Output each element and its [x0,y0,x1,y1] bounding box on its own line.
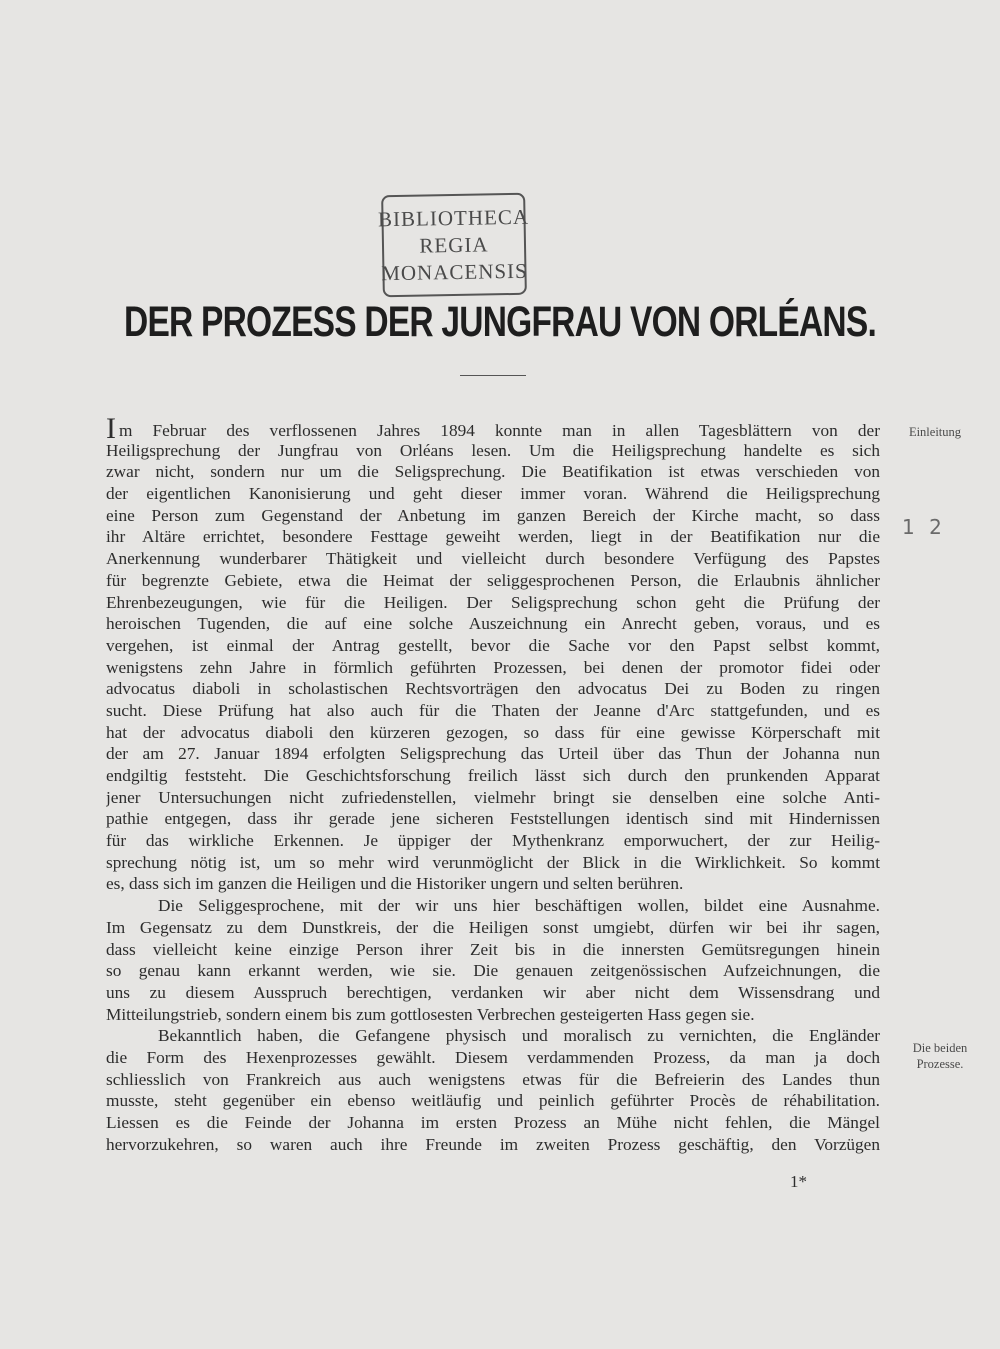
stamp-line-2: REGIA [419,231,489,258]
text-line: für begrenzte Gebiete, etwa die Heimat der seliggesprochenen Person, die Erlaubnis ähnlicher [106,570,880,590]
text-line: Bekanntlich haben, die Gefangene physisch und moralisch zu vernichten, die Engländer [158,1026,880,1046]
text-line: eine Person zum Gegenstand der Anbetung im ganzen Bereich der Kirche macht, so dass [106,505,880,525]
pencil-mark: 1 2 [902,515,946,539]
stamp-line-1: BIBLIOTHECA [377,204,530,231]
text-line: Ehrenbezeugungen, wie für die Heiligen. Der Seligsprechung schon geht die Prüfung der [106,592,880,612]
text-line: musste, steht gegenüber ein ebenso weitläufig und peinlich geführter Procès de réhabilitation. [106,1091,880,1111]
text-line: uns zu diesem Ausspruch berechtigen, verdanken wir aber nicht dem Wissensdrang und [106,982,880,1002]
text-line: schliesslich von Frankreich aus auch wenigstens etwas für die Befreierin des Landes thun [106,1069,880,1089]
text-line: hat der advocatus diaboli den kürzeren gezogen, so dass für eine gewisse Körperschaft mit [106,722,880,742]
page-number: 1* [790,1172,807,1191]
text-line: der am 27. Januar 1894 erfolgten Seligsprechung das Urteil über das Thun der Johanna nun [106,744,880,764]
stamp-line-3: MONACENSIS [380,258,528,285]
text-line: es, dass sich im ganzen die Heiligen und die Historiker ungern und selten berühren. [106,874,684,894]
page-title: DER PROZESS DER JUNGFRAU VON ORLÉANS. [124,298,876,346]
text-line: so genau kann erkannt werden, wie sie. Die genauen zeitgenössischen Aufzeichnungen, die [106,961,880,981]
margin-note-prozesse [900,1040,980,1072]
text-line: ihr Altäre errichtet, besondere Festtage geweiht werden, liegt in der Beatifikation nur die [106,527,880,547]
text-line-content: m Februar des verflossenen Jahres 1894 konnte man in allen Tagesblättern von der [119,421,880,440]
text-line: sucht. Diese Prüfung hat also auch für die Thaten der Jeanne d'Arc stattgefunden, und es [106,700,880,720]
drop-cap: I [106,418,116,440]
text-line: heroischen Tugenden, die auf eine solche Auszeichnung ein Anrecht geben, voraus, und es [106,614,880,634]
text-line: Im Gegensatz zu dem Dunstkreis, der die Heiligen sonst umgiebt, dürfen wir bei ihr sagen, [106,917,880,937]
title-divider [460,375,526,376]
text-line: dass vielleicht keine einzige Person ihrer Zeit bis in die innersten Gemütsregungen hinein [106,939,880,959]
text-line: Die Seliggesprochene, mit der wir uns hier beschäftigen wollen, bildet eine Ausnahme. [158,896,880,916]
text-line: advocatus diaboli in scholastischen Rechtsvorträgen den advocatus Dei zu Boden zu ringen [106,679,880,699]
body-text [106,418,880,1155]
text-line: der eigentlichen Kanonisierung und geht dieser immer voran. Während die Heiligsprechung [106,484,880,504]
text-line: vergehen, ist einmal der Antrag gestellt, bevor die Sache vor den Papst selbst kommt, [106,635,880,655]
margin-note-prozesse-line2: Prozesse. [916,1057,964,1071]
text-line: hervorzukehren, so waren auch ihre Freunde im zweiten Prozess geschäftig, den Vorzügen [106,1134,880,1154]
text-line: Mitteilungstrieb, sondern einem bis zum gottlosesten Verbrechen gesteigerten Hass gegen sie. [106,1004,755,1024]
margin-note-einleitung: Einleitung [908,425,962,439]
text-line: für das wirkliche Erkennen. Je üppiger der Mythenkranz emporwuchert, der zur Heilig- [106,831,880,851]
text-line: Liessen es die Feinde der Johanna im ersten Prozess an Mühe nicht fehlen, die Mängel [106,1113,880,1132]
text-line: pathie entgegen, dass ihr gerade jene sicheren Feststellungen identisch sind mit Hindernissen [106,809,880,829]
text-line: Heiligsprechung der Jungfrau von Orléans lesen. Um die Heiligsprechung handelte es sich [106,440,880,460]
text-line: Anerkennung wunderbarer Thätigkeit und vielleicht durch besondere Verfügung des Papstes [106,549,880,569]
text-line [106,418,880,440]
text-line: endgiltig feststeht. Die Geschichtsforschung freilich lässt sich durch den prunkenden Apparat [106,766,880,785]
text-line: jener Untersuchungen nicht zufriedenstellen, vielmehr bringt sie denselben eine solche Anti- [106,787,880,807]
library-stamp [377,193,530,297]
text-line: zwar nicht, sondern nur um die Seligsprechung. Die Beatifikation ist etwas verschieden von [106,462,880,482]
text-line: die Form des Hexenprozesses gewählt. Diesem verdammenden Prozess, da man ja doch [106,1047,880,1067]
margin-note-prozesse-line1: Die beiden [912,1041,968,1055]
text-line: wenigstens zehn Jahre in förmlich geführten Prozessen, bei denen der promotor fidei oder [106,657,880,677]
text-line: sprechung nötig ist, um so mehr wird verunmöglicht der Blick in die Wirklichkeit. So kommt [106,852,880,872]
